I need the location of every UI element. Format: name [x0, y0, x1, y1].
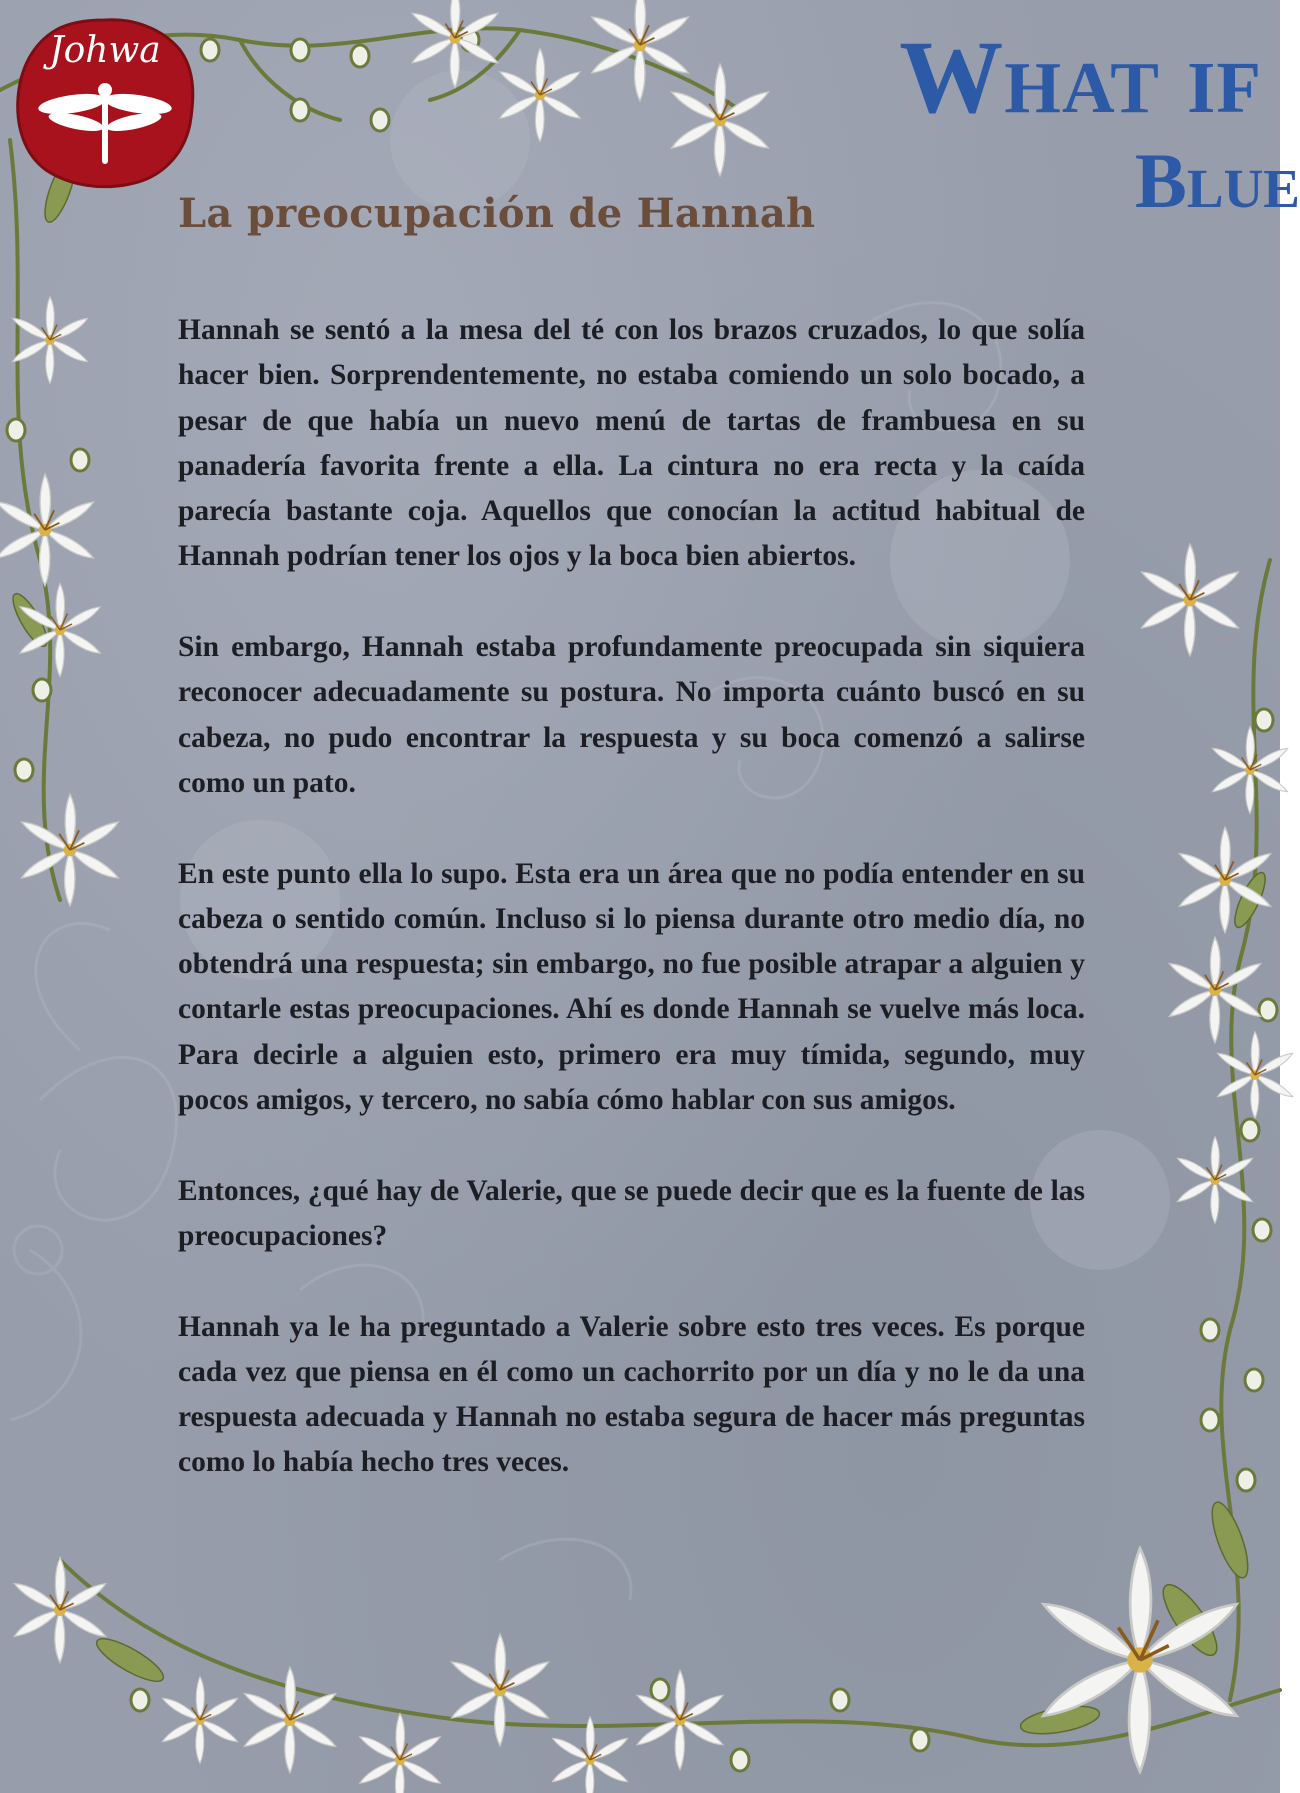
paragraph: Sin embargo, Hannah estaba profundamente preocupada sin siquiera reconocer adecuadamente su postura. No importa cuánto buscó en su cabeza, no pudo encontrar la respuesta y su boca comenzó a salirse como un pato.: [178, 631, 1085, 799]
series-title: [899, 20, 1300, 224]
series-title-line2: Blue: [1134, 137, 1300, 224]
wax-seal-logo: [12, 14, 198, 190]
chapter-title: La preocupación de Hannah: [178, 190, 816, 237]
seal-text: Johwa: [49, 30, 161, 71]
series-title-line1: What if: [899, 20, 1262, 135]
paragraph: Hannah ya le ha preguntado a Valerie sobre esto tres veces. Es porque cada vez que piensa en él como un cachorrito por un día y no le da una respuesta adecuada y Hannah no estaba segura de hacer más preguntas como lo había hecho tres veces.: [178, 1310, 1085, 1479]
paragraph: En este punto ella lo supo. Esta era un área que no podía entender en su cabeza o sentido común. Incluso si lo piensa durante otro medio día, no obtendrá una respuesta; sin embargo, no fue posible atrapar a alguien y contarle estas preocupaciones. Ahí es donde Hannah se vuelve más loca. Para decirle a alguien esto, primero era muy tímida, segundo, muy pocos amigos, y tercero, no sabía cómo hablar con sus amigos.: [178, 857, 1085, 1117]
paragraph: Hannah se sentó a la mesa del té con los brazos cruzados, lo que solía hacer bien. Sorprendentemente, no estaba comiendo un solo bocado, a pesar de que había un nuevo menú de tartas de frambuesa en su panadería favorita frente a ella. La cintura no era recta y la caída parecía bastante coja. Aquellos que conocían la actitud habitual de Hannah podrían tener los ojos y la boca bien abiertos.: [178, 314, 1085, 573]
paragraph: Entonces, ¿qué hay de Valerie, que se puede decir que es la fuente de las preocupaciones?: [178, 1174, 1085, 1252]
body-text: [178, 308, 1085, 1531]
